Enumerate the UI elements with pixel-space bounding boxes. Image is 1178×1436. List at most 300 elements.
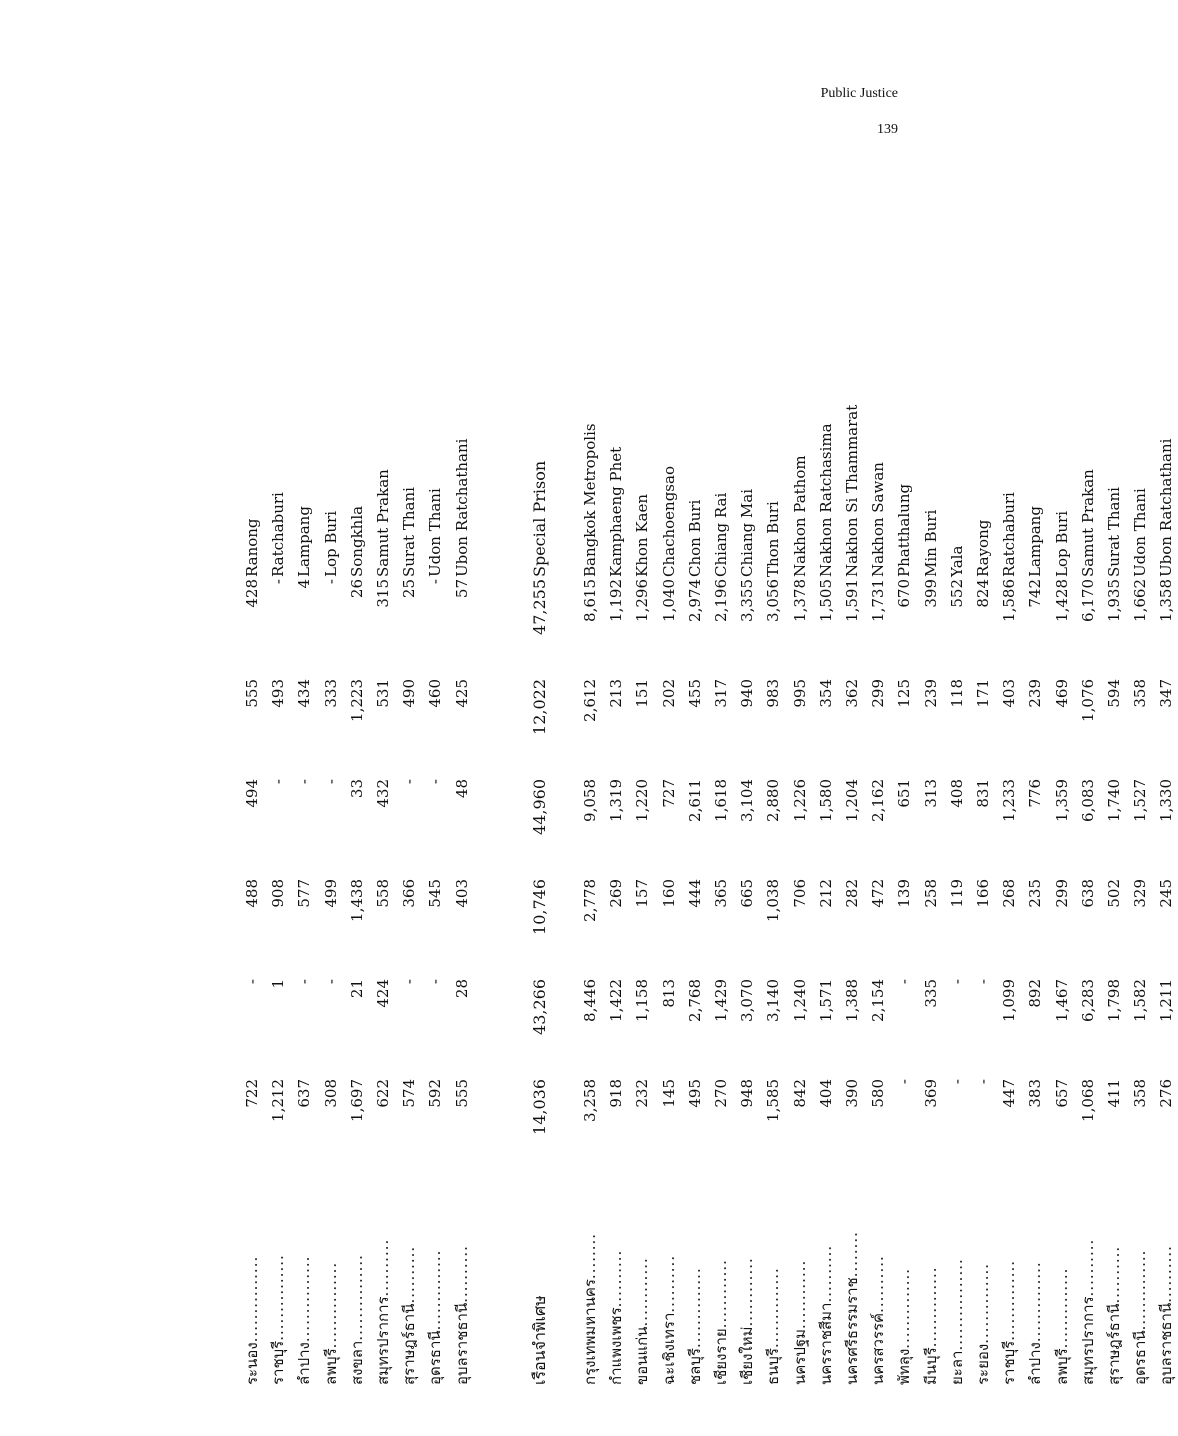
thai-label: มีนบุรี xyxy=(921,1347,940,1385)
table-row xyxy=(1154,265,1178,1385)
value-cell: 1,388 xyxy=(843,979,861,1022)
value-cell: 10,746 xyxy=(529,879,549,935)
table-row xyxy=(709,265,733,1385)
value-cell: 2,612 xyxy=(581,679,599,722)
value-cell: 940 xyxy=(738,679,757,708)
value-cell: 239 xyxy=(1026,679,1045,708)
value-cell: 555 xyxy=(243,679,261,708)
value-cell: 594 xyxy=(1105,679,1123,708)
leader-dots: .......... xyxy=(1078,1238,1097,1297)
value-cell: - xyxy=(321,779,340,785)
table-row xyxy=(1076,265,1100,1385)
table-row xyxy=(657,265,681,1385)
value-cell: 425 xyxy=(452,679,471,708)
value-cell: 651 xyxy=(895,779,914,808)
english-province-name: Udon Thani xyxy=(426,488,445,577)
value-cell: 424 xyxy=(374,979,392,1008)
value-cell: 428 xyxy=(243,579,261,608)
thai-label: นครศรีธรรมราช xyxy=(843,1277,861,1385)
leader-dots: .............. xyxy=(1052,1267,1071,1349)
value-cell: 490 xyxy=(400,679,419,708)
english-province-name: Rayong xyxy=(974,519,992,577)
leader-dots: .............. xyxy=(1026,1261,1045,1343)
table-row xyxy=(371,265,395,1385)
value-cell: 495 xyxy=(685,1079,704,1108)
value-cell: 3,056 xyxy=(764,579,783,622)
leader-dots: ........ xyxy=(843,1231,861,1278)
value-cell: 21 xyxy=(347,979,366,999)
value-cell: 1,438 xyxy=(347,879,366,922)
table-row xyxy=(578,265,602,1385)
thai-label: สงขลา xyxy=(347,1340,366,1385)
leader-dots: ............ xyxy=(790,1259,809,1329)
thai-label: กรุงเทพมหานคร xyxy=(581,1279,599,1385)
value-cell: 33 xyxy=(347,779,366,799)
value-cell: 3,258 xyxy=(581,1079,599,1122)
english-province-name: Samut Prakan xyxy=(1078,469,1097,577)
leader-dots: .......... xyxy=(1157,1245,1176,1303)
leader-dots: ............... xyxy=(347,1254,366,1341)
english-province-name: Chiang Rai xyxy=(712,492,730,577)
thai-province-name xyxy=(1128,1185,1152,1385)
value-cell: 1,935 xyxy=(1105,579,1123,622)
value-cell: 317 xyxy=(712,679,730,708)
value-cell: 383 xyxy=(1026,1079,1045,1108)
thai-label: สมุทรปราการ xyxy=(374,1296,392,1385)
thai-label: ชลบุรี xyxy=(685,1348,704,1385)
english-province-name: Surat Thani xyxy=(400,487,419,577)
english-province-name: Bangkok Metropolis xyxy=(581,423,599,577)
value-cell: - xyxy=(426,579,445,585)
value-cell: 1,697 xyxy=(347,1079,366,1122)
value-cell: 444 xyxy=(685,879,704,908)
value-cell: 1,158 xyxy=(633,979,652,1022)
thai-province-name xyxy=(814,1185,838,1385)
english-province-name: Ranong xyxy=(243,518,261,577)
value-cell: 1,527 xyxy=(1131,779,1150,822)
value-cell: 555 xyxy=(452,1079,471,1108)
value-cell: 1,422 xyxy=(607,979,626,1022)
value-cell: 1,505 xyxy=(816,579,835,622)
thai-label: อุดรธานี xyxy=(426,1330,445,1385)
value-cell: 657 xyxy=(1052,1079,1071,1108)
value-cell: 119 xyxy=(947,879,966,908)
value-cell: 333 xyxy=(321,679,340,708)
thai-province-name xyxy=(761,1185,785,1385)
thai-province-name xyxy=(945,1185,969,1385)
value-cell: - xyxy=(400,779,419,785)
english-province-name: Lop Buri xyxy=(321,510,340,577)
value-cell: 1,591 xyxy=(843,579,861,622)
value-cell: - xyxy=(295,979,314,985)
value-cell: 1,211 xyxy=(1157,979,1176,1022)
value-cell: 4 xyxy=(295,579,314,589)
value-cell: 362 xyxy=(843,679,861,708)
leader-dots: .......... xyxy=(452,1245,471,1303)
english-province-name: Phatthalung xyxy=(895,483,914,577)
value-cell: 1,220 xyxy=(633,779,652,822)
value-cell: 2,162 xyxy=(869,779,888,822)
value-cell: 329 xyxy=(1131,879,1150,908)
leader-dots: ............... xyxy=(243,1255,261,1343)
table-row xyxy=(450,265,474,1385)
english-province-name: Lampang xyxy=(1026,506,1045,577)
thai-province-name xyxy=(319,1185,343,1385)
value-cell: 26 xyxy=(347,579,366,599)
value-cell: 308 xyxy=(321,1079,340,1108)
thai-label: กำแพงเพชร xyxy=(607,1307,626,1385)
value-cell: - xyxy=(269,579,288,585)
value-cell: 258 xyxy=(921,879,940,908)
value-cell: 1,580 xyxy=(816,779,835,822)
value-cell: 1,582 xyxy=(1131,979,1150,1022)
value-cell: 2,611 xyxy=(685,779,704,822)
value-cell: 1,662 xyxy=(1131,579,1150,622)
value-cell: 2,778 xyxy=(581,879,599,922)
value-cell: 995 xyxy=(790,679,809,708)
leader-dots: .......... xyxy=(869,1255,888,1313)
rotated-prison-table xyxy=(240,265,1176,1385)
value-cell: 592 xyxy=(426,1079,445,1108)
value-cell: 25 xyxy=(400,579,419,599)
value-cell: 493 xyxy=(269,679,288,708)
table-row xyxy=(735,265,759,1385)
value-cell: 455 xyxy=(685,679,704,708)
value-cell: 1,359 xyxy=(1052,779,1071,822)
thai-label: สุราษฎร์ธานี xyxy=(1105,1303,1123,1385)
leader-dots: ............... xyxy=(295,1255,314,1343)
value-cell: 432 xyxy=(374,779,392,808)
thai-province-name xyxy=(866,1185,890,1385)
value-cell: 577 xyxy=(295,879,314,908)
value-cell: 1,204 xyxy=(843,779,861,822)
thai-province-name xyxy=(292,1185,316,1385)
value-cell: 670 xyxy=(895,579,914,608)
table-row xyxy=(945,265,969,1385)
table-row xyxy=(788,265,812,1385)
thai-label: สุราษฎร์ธานี xyxy=(400,1303,419,1385)
value-cell: 239 xyxy=(921,679,940,708)
english-province-name: Samut Prakan xyxy=(374,469,392,577)
value-cell: 404 xyxy=(816,1079,835,1108)
value-cell: 1,585 xyxy=(764,1079,783,1122)
leader-dots: .......... xyxy=(1105,1245,1123,1304)
value-cell: 1,099 xyxy=(1000,979,1019,1022)
english-province-name: Chiang Mai xyxy=(738,488,757,577)
value-cell: - xyxy=(295,779,314,785)
leader-dots: ............ xyxy=(738,1257,757,1327)
value-cell: 347 xyxy=(1157,679,1176,708)
thai-province-name xyxy=(266,1185,290,1385)
english-province-name: Lop Buri xyxy=(1052,510,1071,577)
value-cell: 1,296 xyxy=(633,579,652,622)
table-row xyxy=(397,265,421,1385)
value-cell: 299 xyxy=(1052,879,1071,908)
value-cell: 706 xyxy=(790,879,809,908)
value-cell: 358 xyxy=(1131,679,1150,708)
value-cell: 313 xyxy=(921,779,940,808)
value-cell: 831 xyxy=(974,779,992,808)
leader-dots: .............. xyxy=(895,1267,914,1349)
value-cell: 235 xyxy=(1026,879,1045,908)
value-cell: 2,768 xyxy=(685,979,704,1022)
value-cell: - xyxy=(895,979,914,985)
value-cell: 1,233 xyxy=(1000,779,1019,822)
thai-label: ราชบุรี xyxy=(269,1340,288,1385)
english-province-name: Nakhon Si Thammarat xyxy=(843,404,861,577)
thai-label: ลพบุรี xyxy=(1052,1348,1071,1385)
value-cell: 408 xyxy=(947,779,966,808)
value-cell: 494 xyxy=(243,779,261,808)
table-row xyxy=(683,265,707,1385)
value-cell: 776 xyxy=(1026,779,1045,808)
thai-label: ระนอง xyxy=(243,1342,261,1385)
table-row xyxy=(866,265,890,1385)
english-province-name: Surat Thani xyxy=(1105,487,1123,577)
leader-dots: ............ xyxy=(633,1257,652,1327)
thai-label: สมุทรปราการ xyxy=(1078,1296,1097,1385)
value-cell: 552 xyxy=(947,579,966,608)
value-cell: 47,255 xyxy=(529,579,549,635)
table-row xyxy=(919,265,943,1385)
english-province-name: Special Prison xyxy=(529,460,549,577)
value-cell: 202 xyxy=(659,679,678,708)
value-cell: 1,068 xyxy=(1078,1079,1097,1122)
value-cell: 531 xyxy=(374,679,392,708)
thai-province-name xyxy=(971,1185,995,1385)
value-cell: 1,429 xyxy=(712,979,730,1022)
thai-label: ระยอง xyxy=(974,1343,992,1385)
value-cell: 335 xyxy=(921,979,940,1008)
thai-label: เรือนจำพิเศษ xyxy=(529,1295,549,1385)
thai-province-name xyxy=(630,1185,654,1385)
thai-label: ฉะเชิงเทรา xyxy=(659,1312,678,1385)
value-cell: 366 xyxy=(400,879,419,908)
leader-dots: .......... xyxy=(607,1249,626,1308)
value-cell: 213 xyxy=(607,679,626,708)
value-cell: 3,070 xyxy=(738,979,757,1022)
thai-province-name xyxy=(997,1185,1021,1385)
table-row xyxy=(1128,265,1152,1385)
value-cell: 742 xyxy=(1026,579,1045,608)
value-cell: - xyxy=(974,1079,992,1085)
thai-label: ธนบุรี xyxy=(764,1348,783,1385)
value-cell: 3,355 xyxy=(738,579,757,622)
value-cell: 499 xyxy=(321,879,340,908)
english-province-name: Chon Buri xyxy=(685,499,704,577)
thai-label: ยะลา xyxy=(947,1350,966,1385)
thai-province-name xyxy=(1050,1185,1074,1385)
value-cell: 411 xyxy=(1105,1079,1123,1108)
leader-dots: .............. xyxy=(685,1267,704,1349)
value-cell: 139 xyxy=(895,879,914,908)
thai-label: ราชบุรี xyxy=(1000,1340,1019,1385)
value-cell: 3,140 xyxy=(764,979,783,1022)
value-cell: 171 xyxy=(974,679,992,708)
running-header: Public Justice xyxy=(820,86,898,101)
value-cell: 6,170 xyxy=(1078,579,1097,622)
thai-province-name xyxy=(1023,1185,1047,1385)
value-cell: 1,571 xyxy=(816,979,835,1022)
leader-dots: .............. xyxy=(764,1267,783,1348)
value-cell: 12,022 xyxy=(529,679,549,735)
value-cell: 14,036 xyxy=(529,1079,549,1135)
value-cell: 472 xyxy=(869,879,888,908)
thai-province-name xyxy=(1102,1185,1126,1385)
table-row xyxy=(892,265,916,1385)
section-row-special-prison xyxy=(528,265,552,1385)
english-province-name: Thon Buri xyxy=(764,501,783,577)
thai-label: อุดรธานี xyxy=(1131,1330,1150,1385)
value-cell: 1,038 xyxy=(764,879,783,922)
value-cell: 6,083 xyxy=(1078,779,1097,822)
thai-province-name xyxy=(371,1185,395,1385)
value-cell: 460 xyxy=(426,679,445,708)
thai-province-name xyxy=(683,1185,707,1385)
value-cell: 118 xyxy=(947,679,966,708)
value-cell: 665 xyxy=(738,879,757,908)
leader-dots: ............ xyxy=(712,1259,730,1329)
value-cell: - xyxy=(400,979,419,985)
thai-label: ลำปาง xyxy=(295,1342,314,1385)
leader-dots: .............. xyxy=(974,1262,992,1344)
value-cell: 390 xyxy=(843,1079,861,1108)
english-province-name: Min Buri xyxy=(921,509,940,577)
value-cell: 1,618 xyxy=(712,779,730,822)
value-cell: 43,266 xyxy=(529,979,549,1035)
thai-province-name xyxy=(240,1185,264,1385)
leader-dots: .......... xyxy=(816,1244,835,1303)
value-cell: 354 xyxy=(816,679,835,708)
value-cell: 57 xyxy=(452,579,471,599)
value-cell: 125 xyxy=(895,679,914,708)
table-row xyxy=(292,265,316,1385)
page-number: 139 xyxy=(877,122,898,137)
value-cell: 28 xyxy=(452,979,471,999)
thai-label: นครราชสีมา xyxy=(816,1302,835,1385)
table-row xyxy=(266,265,290,1385)
english-province-name: Nakhon Ratchasima xyxy=(816,423,835,577)
table-row xyxy=(971,265,995,1385)
value-cell: 268 xyxy=(1000,879,1019,908)
leader-dots: ................ xyxy=(947,1258,966,1351)
table-row xyxy=(240,265,264,1385)
value-cell: 315 xyxy=(374,579,392,608)
english-province-name: Ubon Ratchathani xyxy=(452,438,471,577)
leader-dots: .............. xyxy=(921,1266,940,1348)
thai-label: ลพบุรี xyxy=(321,1348,340,1385)
value-cell: 1,358 xyxy=(1157,579,1176,622)
value-cell: 8,446 xyxy=(581,979,599,1022)
value-cell: 574 xyxy=(400,1079,419,1108)
value-cell: 637 xyxy=(295,1079,314,1108)
value-cell: 358 xyxy=(1131,1079,1150,1108)
thai-label: นครปฐม xyxy=(790,1328,809,1385)
value-cell: 157 xyxy=(633,879,652,908)
value-cell: 245 xyxy=(1157,879,1176,908)
value-cell: 48 xyxy=(452,779,471,799)
value-cell: 269 xyxy=(607,879,626,908)
thai-province-name xyxy=(423,1185,447,1385)
english-province-name: Chachoengsao xyxy=(659,466,678,577)
value-cell: 369 xyxy=(921,1079,940,1108)
value-cell: 2,196 xyxy=(712,579,730,622)
value-cell: 1,240 xyxy=(790,979,809,1022)
value-cell: 983 xyxy=(764,679,783,708)
value-cell: 44,960 xyxy=(529,779,549,835)
value-cell: 824 xyxy=(974,579,992,608)
value-cell: 1,319 xyxy=(607,779,626,822)
value-cell: 6,283 xyxy=(1078,979,1097,1022)
value-cell: 299 xyxy=(869,679,888,708)
value-cell: 722 xyxy=(243,1079,261,1108)
thai-label: ขอนแก่น xyxy=(633,1326,652,1385)
leader-dots: .......... xyxy=(659,1254,678,1313)
value-cell: 1,223 xyxy=(347,679,366,722)
value-cell: 622 xyxy=(374,1079,392,1108)
thai-province-name xyxy=(657,1185,681,1385)
value-cell: 3,104 xyxy=(738,779,757,822)
english-province-name: Nakhon Sawan xyxy=(869,462,888,577)
value-cell: 1,740 xyxy=(1105,779,1123,822)
value-cell: - xyxy=(426,979,445,985)
thai-province-name xyxy=(397,1185,421,1385)
english-province-name: Ubon Ratchathani xyxy=(1157,438,1176,577)
value-cell: 1 xyxy=(269,979,288,989)
thai-province-name xyxy=(892,1185,916,1385)
table-row xyxy=(997,265,1021,1385)
value-cell: - xyxy=(974,979,992,985)
value-cell: - xyxy=(321,579,340,585)
english-province-name: Ratchaburi xyxy=(269,492,288,577)
value-cell: 232 xyxy=(633,1079,652,1108)
value-cell: 270 xyxy=(712,1079,730,1108)
value-cell: 403 xyxy=(1000,679,1019,708)
value-cell: 276 xyxy=(1157,1079,1176,1108)
thai-label: ลำปาง xyxy=(1026,1342,1045,1385)
table-row xyxy=(1023,265,1047,1385)
value-cell: 558 xyxy=(374,879,392,908)
table-row xyxy=(814,265,838,1385)
leader-dots: .............. xyxy=(1000,1259,1019,1341)
value-cell: - xyxy=(243,979,261,985)
english-province-name: Lampang xyxy=(295,506,314,577)
table-row xyxy=(761,265,785,1385)
value-cell: 2,974 xyxy=(685,579,704,622)
value-cell: - xyxy=(269,779,288,785)
leader-dots: ............... xyxy=(269,1254,288,1341)
value-cell: 502 xyxy=(1105,879,1123,908)
value-cell: 918 xyxy=(607,1079,626,1108)
english-province-name: Nakhon Pathom xyxy=(790,455,809,577)
english-province-name: Udon Thani xyxy=(1131,488,1150,577)
value-cell: 212 xyxy=(816,879,835,908)
value-cell: - xyxy=(426,779,445,785)
value-cell: 145 xyxy=(659,1079,678,1108)
table-row xyxy=(423,265,447,1385)
value-cell: 1,586 xyxy=(1000,579,1019,622)
table-row xyxy=(604,265,628,1385)
value-cell: 8,615 xyxy=(581,579,599,622)
thai-province-name xyxy=(345,1185,369,1385)
thai-label: นครสวรรค์ xyxy=(869,1312,888,1385)
value-cell: 2,880 xyxy=(764,779,783,822)
value-cell: 638 xyxy=(1078,879,1097,908)
value-cell: 1,212 xyxy=(269,1079,288,1122)
table-row xyxy=(840,265,864,1385)
value-cell: 9,058 xyxy=(581,779,599,822)
value-cell: - xyxy=(321,979,340,985)
